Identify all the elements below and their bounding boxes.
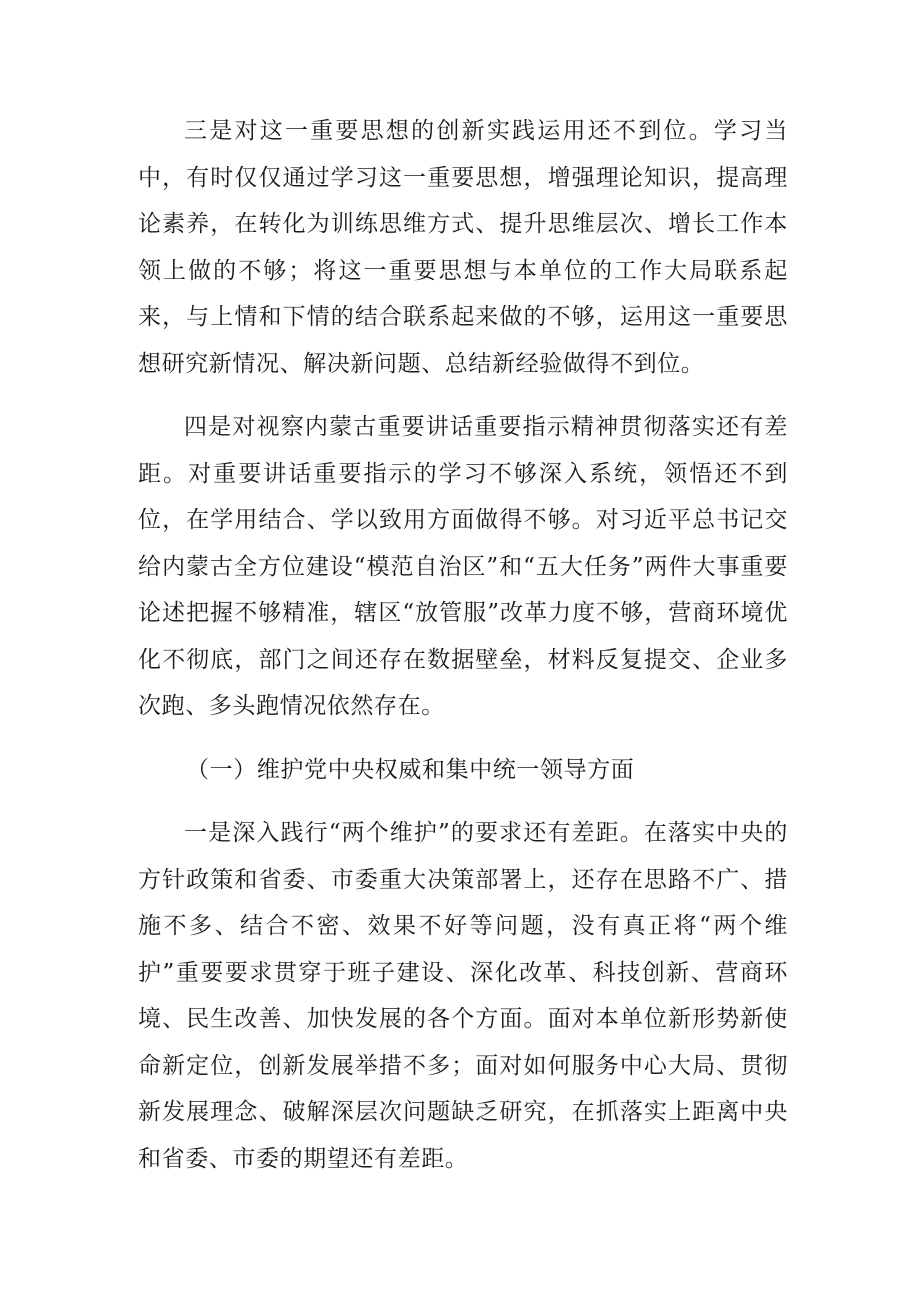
paragraph-first-point: 一是深入践行“两个维护”的要求还有差距。在落实中央的方针政策和省委、市委重大决策部署上，还存在思路不广、措施不多、结合不密、效果不好等问题，没有真正将“两个维护”重要要求贯穿于班子建设、深化改革、科技创新、营商环境、民生改善、加快发展的各个方面。面对本单位新形势新使命新定位，创新发展举措不多；面对如何服务中心大局、贯彻新发展理念、破解深层次问题缺乏研究，在抓落实上距离中央和省委、市委的期望还有差距。 xyxy=(138,820,788,1172)
document-body xyxy=(138,108,788,1182)
paragraph-third-point: 三是对这一重要思想的创新实践运用还不到位。学习当中，有时仅仅通过学习这一重要思想，增强理论知识，提高理论素养，在转化为训练思维方式、提升思维层次、增长工作本领上做的不够；将这一重要思想与本单位的工作大局联系起来，与上情和下情的结合联系起来做的不够，运用这一重要思想研究新情况、解决新问题、总结新经验做得不到位。 xyxy=(138,118,788,377)
section-heading: （一）维护党中央权威和集中统一领导方面 xyxy=(186,756,635,783)
paragraph-fourth-point: 四是对视察内蒙古重要讲话重要指示精神贯彻落实还有差距。对重要讲话重要指示的学习不够深入系统，领悟还不到位，在学用结合、学以致用方面做得不够。对习近平总书记交给内蒙古全方位建设“模范自治区”和“五大任务”两件大事重要论述把握不够精准，辖区“放管服”改革力度不够，营商环境优化不彻底，部门之间还存在数据壁垒，材料反复提交、企业多次跑、多头跑情况依然存在。 xyxy=(138,414,788,719)
